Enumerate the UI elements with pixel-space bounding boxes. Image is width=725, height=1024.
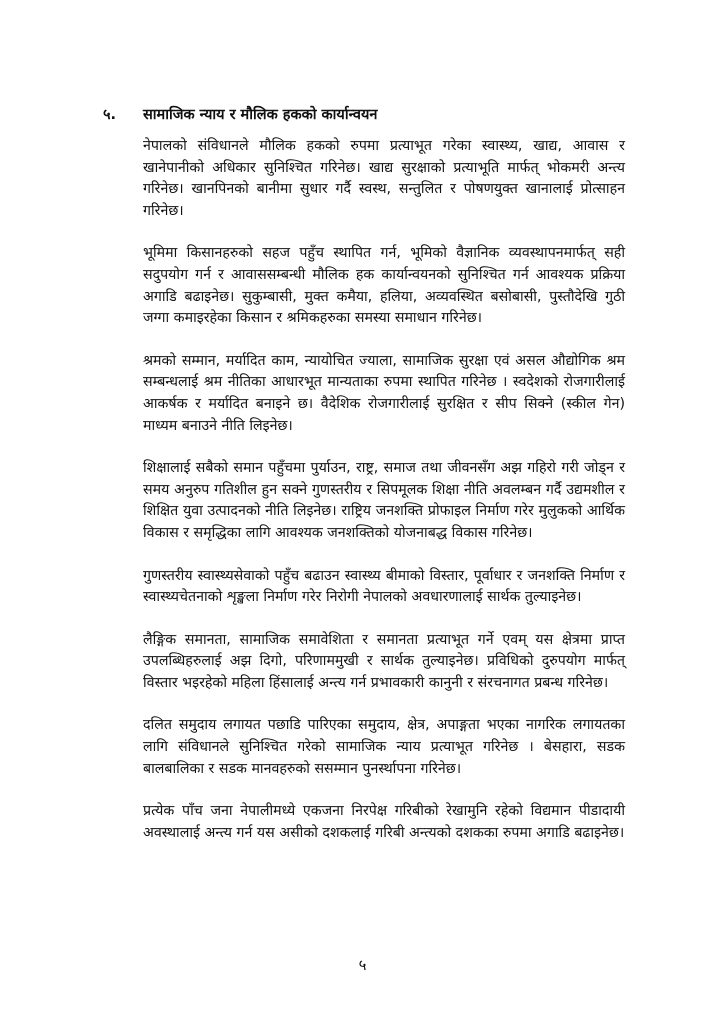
paragraph-food-housing-rights: नेपालको संविधानले मौलिक हकको रुपमा प्रत्याभूत गरेका स्वास्थ्य, खाद्य, आवास र खानेपानीको अधिकार सुनिश्चित गरिनेछ। खाद्य सुरक्षाको प्रत्याभूति मार्फत् भोकमरी अन्त्य गरिनेछ। खानपिनको बानीमा सुधार गर्दै स्वस्थ, सन्तुलित र पोषणयुक्त खानालाई प्रोत्साहन गरिनेछ। [143, 138, 625, 219]
paragraph-education: शिक्षालाई सबैको समान पहुँचमा पुर्याउन, राष्ट्र, समाज तथा जीवनसँग अझ गहिरो गरी जोड्न र समय अनुरुप गतिशील हुन सक्ने गुणस्तरीय र सिपमूलक शिक्षा नीति अवलम्बन गर्दै उद्यमशील र शिक्षित युवा उत्पादनको नीति लिइनेछ। राष्ट्रिय जनशक्ति प्रोफाइल निर्माण गरेर मुलुकको आर्थिक विकास र समृद्धिका लागि आवश्यक जनशक्तिको योजनाबद्ध विकास गरिनेछ। [143, 460, 625, 541]
section-heading [103, 102, 623, 128]
paragraph-labour-employment: श्रमको सम्मान, मर्यादित काम, न्यायोचित ज्याला, सामाजिक सुरक्षा एवं असल औद्योगिक श्रम सम्बन्धलाई श्रम नीतिका आधारभूत मान्यताका रुपमा स्थापित गरिनेछ । स्वदेशको रोजगारीलाई आकर्षक र मर्यादित बनाइने छ। वैदेशिक रोजगारीलाई सुरक्षित र सीप सिक्ने (स्कील गेन) माध्यम बनाउने नीति लिइनेछ। [143, 352, 625, 434]
paragraph-poverty: प्रत्येक पाँच जना नेपालीमध्ये एकजना निरपेक्ष गरिबीको रेखामुनि रहेको विद्यमान पीडादायी अवस्थालाई अन्त्य गर्न यस असीको दशकलाई गरिबी अन्त्यको दशकका रुपमा अगाडि बढाइनेछ। [143, 803, 625, 841]
paragraph-health: गुणस्तरीय स्वास्थ्यसेवाको पहुँच बढाउन स्वास्थ्य बीमाको विस्तार, पूर्वाधार र जनशक्ति निर्माण र स्वास्थ्यचेतनाको शृङ्खला निर्माण गरेर निरोगी नेपालको अवधारणालाई सार्थक तुल्याइनेछ। [143, 567, 625, 606]
paragraph-land-rights: भूमिमा किसानहरुको सहज पहुँच स्थापित गर्न, भूमिको वैज्ञानिक व्यवस्थापनमार्फत् सही सदुपयोग गर्न र आवाससम्बन्धी मौलिक हक कार्यान्वयनको सुनिश्चित गर्न आवश्यक प्रक्रिया अगाडि बढाइनेछ। सुकुम्बासी, मुक्त कमैया, हलिया, अव्यवस्थित बसोबासी, पुस्तौदेखि गुठी जग्गा कमाइरहेका किसान र श्रमिकहरुका समस्या समाधान गरिनेछ। [143, 245, 625, 327]
section-body [143, 136, 625, 865]
section-title: सामाजिक न्याय र मौलिक हकको कार्यान्वयन [143, 107, 378, 123]
section-number: ५. [103, 107, 117, 123]
page-number: ५ [358, 956, 367, 974]
paragraph-gender-equality: लैङ्गिक समानता, सामाजिक समावेशिता र समानता प्रत्याभूत गर्ने एवम् यस क्षेत्रमा प्राप्त उपलब्धिहरुलाई अझ दिगो, परिणाममुखी र सार्थक तुल्याइनेछ। प्रविधिको दुरुपयोग मार्फत् विस्तार भइरहेको महिला हिंसालाई अन्त्य गर्न प्रभावकारी कानुनी र संरचनागत प्रबन्ध गरिनेछ। [143, 631, 625, 691]
paragraph-social-justice: दलित समुदाय लगायत पछाडि पारिएका समुदाय, क्षेत्र, अपाङ्गता भएका नागरिक लगायतका लागि संविधानले सुनिश्चित गरेको सामाजिक न्याय प्रत्याभूत गरिनेछ । बेसहारा, सडक बालबालिका र सडक मानवहरुको ससम्मान पुनर्स्थापना गरिनेछ। [143, 717, 625, 777]
